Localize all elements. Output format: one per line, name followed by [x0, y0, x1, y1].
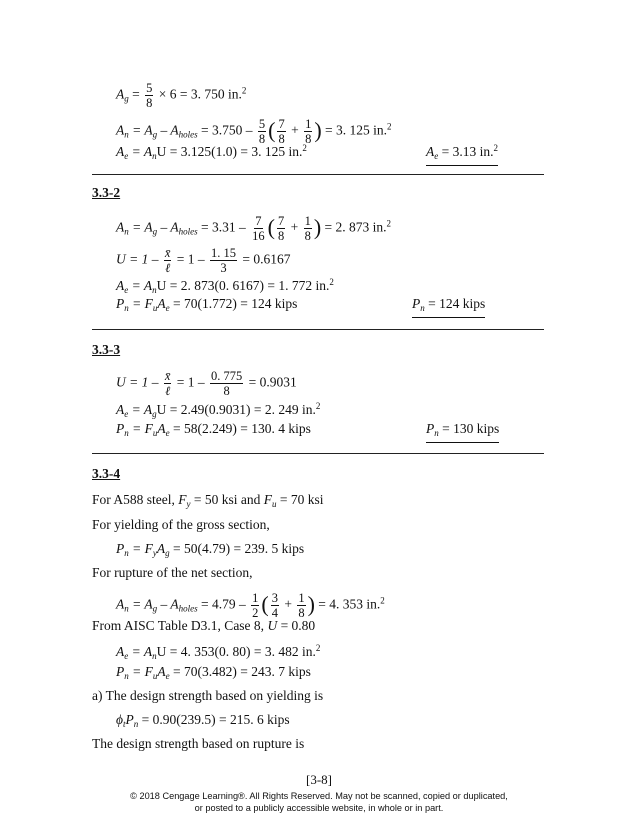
eq-effective-area [116, 398, 320, 422]
var-p: P [125, 712, 134, 727]
text: For A588 steel, [92, 492, 179, 507]
sup: 2 [380, 595, 385, 606]
sub: e [434, 151, 439, 161]
term: = A [131, 144, 153, 159]
result: = 0.9031 [248, 374, 297, 390]
eq-gross-area [116, 82, 246, 109]
eq-rupture-strength [116, 664, 311, 684]
sub: n [152, 151, 157, 161]
sub: u [152, 671, 158, 681]
problem-heading: 3.3-3 [92, 342, 121, 357]
sub: n [124, 129, 129, 140]
eq-nominal-strength [116, 421, 311, 441]
eq-net-area [116, 592, 385, 619]
sub: y [152, 548, 157, 558]
paren-close: ) [307, 591, 315, 617]
eq-effective-area [116, 274, 334, 298]
term: – A [160, 596, 179, 612]
var-f: F [178, 492, 187, 507]
sub: n [124, 548, 129, 558]
term: = F [132, 541, 153, 556]
sub: n [434, 428, 439, 438]
term: = 1 – [176, 374, 205, 390]
term: – A [160, 122, 179, 138]
text: From AISC Table D3.1, Case 8, [92, 618, 268, 633]
text: = 50 ksi and [190, 492, 264, 507]
term: = A [131, 278, 153, 293]
var-a: A [116, 86, 125, 102]
term: A [157, 421, 166, 436]
equals: = [132, 86, 140, 102]
divider [92, 174, 544, 175]
var-a: A [426, 144, 435, 159]
fraction [164, 370, 172, 397]
var-p: P [116, 664, 125, 679]
var-f: F [263, 492, 272, 507]
sub: n [152, 285, 157, 295]
page-number: [3-8] [306, 772, 332, 787]
fraction [210, 247, 237, 274]
term: = A [132, 219, 153, 235]
text-line [92, 618, 315, 634]
numerator: 7 [278, 117, 285, 131]
sub: n [420, 303, 425, 313]
sup: 2 [386, 218, 392, 229]
problem-heading: 3.3-4 [92, 466, 121, 481]
var-a: A [116, 278, 125, 293]
numerator: 3 [271, 591, 278, 605]
value: = 3.750 – [201, 122, 253, 138]
text: = 0.80 [277, 618, 316, 633]
value: = 3.31 – [201, 219, 246, 235]
sub: n [152, 651, 157, 661]
fraction [277, 215, 285, 242]
denominator: 16 [252, 229, 265, 243]
result: U = 3.125(1.0) = 3. 125 in. [156, 144, 303, 159]
var-a: A [116, 122, 125, 138]
sub: e [124, 651, 129, 661]
divider [92, 329, 544, 330]
var-a: A [116, 219, 125, 235]
sub: holes [178, 603, 198, 614]
denominator: 8 [146, 96, 153, 110]
term: = F [132, 664, 153, 679]
term: = F [132, 296, 153, 311]
sub: u [152, 303, 158, 313]
term: = A [131, 402, 153, 417]
denominator: 8 [277, 229, 285, 243]
sub: g [152, 226, 158, 237]
numerator: 5 [146, 81, 153, 95]
sup: 2 [387, 121, 392, 132]
term: A [157, 296, 166, 311]
sub: u [272, 499, 277, 509]
problem-heading: 3.3-2 [92, 185, 121, 200]
numerator: 1 [298, 591, 305, 605]
sub: holes [178, 226, 198, 237]
var-p: P [116, 421, 125, 436]
term: = F [132, 421, 153, 436]
term: = A [132, 122, 153, 138]
result: = 0.6167 [242, 251, 291, 267]
sup: 2 [241, 85, 247, 96]
fraction [271, 592, 279, 619]
value: = 4.79 – [201, 596, 246, 612]
paren-close: ) [314, 117, 322, 143]
plus: + [284, 596, 292, 612]
fraction [304, 215, 312, 242]
fraction [251, 592, 259, 619]
numerator: 1 [252, 591, 259, 605]
result: = 50(4.79) = 239. 5 kips [172, 541, 305, 556]
var-a: A [116, 644, 125, 659]
result: = 4. 353 in. [318, 596, 381, 612]
fraction [145, 82, 153, 109]
denominator: 8 [298, 606, 305, 620]
sub: e [165, 428, 170, 438]
result: = 70(3.482) = 243. 7 kips [172, 664, 311, 679]
answer-value: = 3.13 in. [441, 144, 494, 159]
eq-shear-lag [116, 370, 297, 397]
eq-effective-area [116, 140, 307, 164]
denominator: 8 [223, 384, 230, 398]
term: – A [160, 219, 179, 235]
copyright-line-1: © 2018 Cengage Learning®. All Rights Reserved. May not be scanned, copied or duplicated, [130, 791, 508, 801]
eq-design-strength [116, 712, 290, 732]
numerator: 7 [255, 214, 262, 228]
result: = 70(1.772) = 124 kips [172, 296, 298, 311]
sub: n [124, 428, 129, 438]
text: = 70 ksi [276, 492, 324, 507]
numerator: 1 [305, 117, 312, 131]
eq-effective-area [116, 640, 320, 664]
var-a: A [116, 402, 125, 417]
term: U = 1 – [116, 374, 159, 390]
term: = A [131, 644, 153, 659]
fraction [164, 247, 172, 274]
eq-net-area [116, 215, 391, 242]
paren-open: ( [261, 591, 269, 617]
fraction [210, 370, 243, 397]
sub: g [152, 409, 157, 419]
sub: n [124, 226, 129, 237]
var-a: A [116, 596, 125, 612]
sub: e [165, 303, 170, 313]
plus: + [290, 219, 299, 235]
eq-nominal-strength [116, 296, 297, 316]
sup: 2 [315, 401, 321, 411]
text-line: For rupture of the net section, [92, 565, 253, 580]
divider [92, 453, 544, 454]
var-p: P [116, 296, 125, 311]
sub: e [124, 409, 129, 419]
var-u: U [267, 618, 278, 633]
copyright-line-2: or posted to a publicly accessible website, in whole or in part. [194, 803, 444, 813]
term: A [157, 664, 166, 679]
denominator: 8 [278, 132, 285, 146]
sub: e [124, 151, 129, 161]
plus: + [291, 122, 299, 138]
paren-open: ( [267, 214, 275, 240]
numerator: 1 [304, 214, 311, 228]
sup: 2 [493, 143, 498, 153]
result: = 2. 873 in. [324, 219, 387, 235]
denominator: ℓ [165, 384, 171, 398]
answer-box [426, 421, 499, 443]
result: = 3. 125 in. [325, 122, 388, 138]
var-p: P [426, 421, 435, 436]
paren-close: ) [313, 214, 322, 240]
sub: g [165, 548, 170, 558]
text-line: For yielding of the gross section, [92, 517, 270, 532]
result: U = 2. 873(0. 6167) = 1. 772 in. [156, 278, 330, 293]
denominator: 8 [305, 132, 312, 146]
numerator: 1. 15 [211, 246, 237, 260]
denominator: 2 [252, 606, 259, 620]
term: A [156, 541, 166, 556]
sub: n [124, 603, 129, 614]
sub: g [152, 129, 158, 140]
result: = 0.90(239.5) = 215. 6 kips [141, 712, 290, 727]
sub: e [124, 285, 129, 295]
sub: e [165, 671, 170, 681]
result: U = 2.49(0.9031) = 2. 249 in. [156, 402, 316, 417]
var-a: A [116, 144, 125, 159]
text-line: The design strength based on rupture is [92, 736, 305, 751]
sub: y [186, 499, 191, 509]
denominator: ℓ [165, 261, 171, 275]
paren-open: ( [268, 117, 276, 143]
var-p: P [412, 296, 421, 311]
answer-value: = 124 kips [428, 296, 486, 311]
text-line: a) The design strength based on yielding is [92, 688, 324, 703]
numerator: 7 [277, 214, 285, 228]
term: = A [132, 596, 153, 612]
sub: n [124, 671, 129, 681]
denominator: 8 [304, 229, 311, 243]
sub: t [123, 719, 126, 729]
result: = 58(2.249) = 130. 4 kips [172, 421, 311, 436]
term: = 1 – [176, 251, 205, 267]
numerator: x̄ [164, 369, 171, 383]
eq-shear-lag [116, 247, 291, 274]
answer-box [426, 140, 498, 166]
term: U = 1 – [116, 251, 159, 267]
answer-value: = 130 kips [442, 421, 500, 436]
denominator: 4 [271, 606, 278, 620]
denominator: 8 [258, 132, 266, 146]
sub: holes [178, 129, 198, 140]
fraction [297, 592, 305, 619]
sub: g [152, 603, 158, 614]
sub: n [133, 719, 139, 729]
sub: g [124, 93, 129, 104]
fraction [251, 215, 266, 242]
var-p: P [116, 541, 125, 556]
text-line [92, 492, 324, 512]
numerator: x̄ [164, 246, 171, 260]
denominator: 3 [220, 261, 227, 275]
var-phi: ϕ [116, 712, 123, 727]
sub: n [124, 303, 129, 313]
sup: 2 [315, 643, 321, 653]
sub: u [152, 428, 158, 438]
eq-yield-strength [116, 541, 304, 561]
sup: 2 [329, 277, 334, 287]
result: U = 4. 353(0. 80) = 3. 482 in. [156, 644, 316, 659]
numerator: 0. 775 [211, 369, 243, 383]
answer-box [412, 296, 485, 318]
sup: 2 [302, 143, 307, 153]
numerator: 5 [258, 117, 266, 131]
result: × 6 = 3. 750 in. [158, 86, 242, 102]
